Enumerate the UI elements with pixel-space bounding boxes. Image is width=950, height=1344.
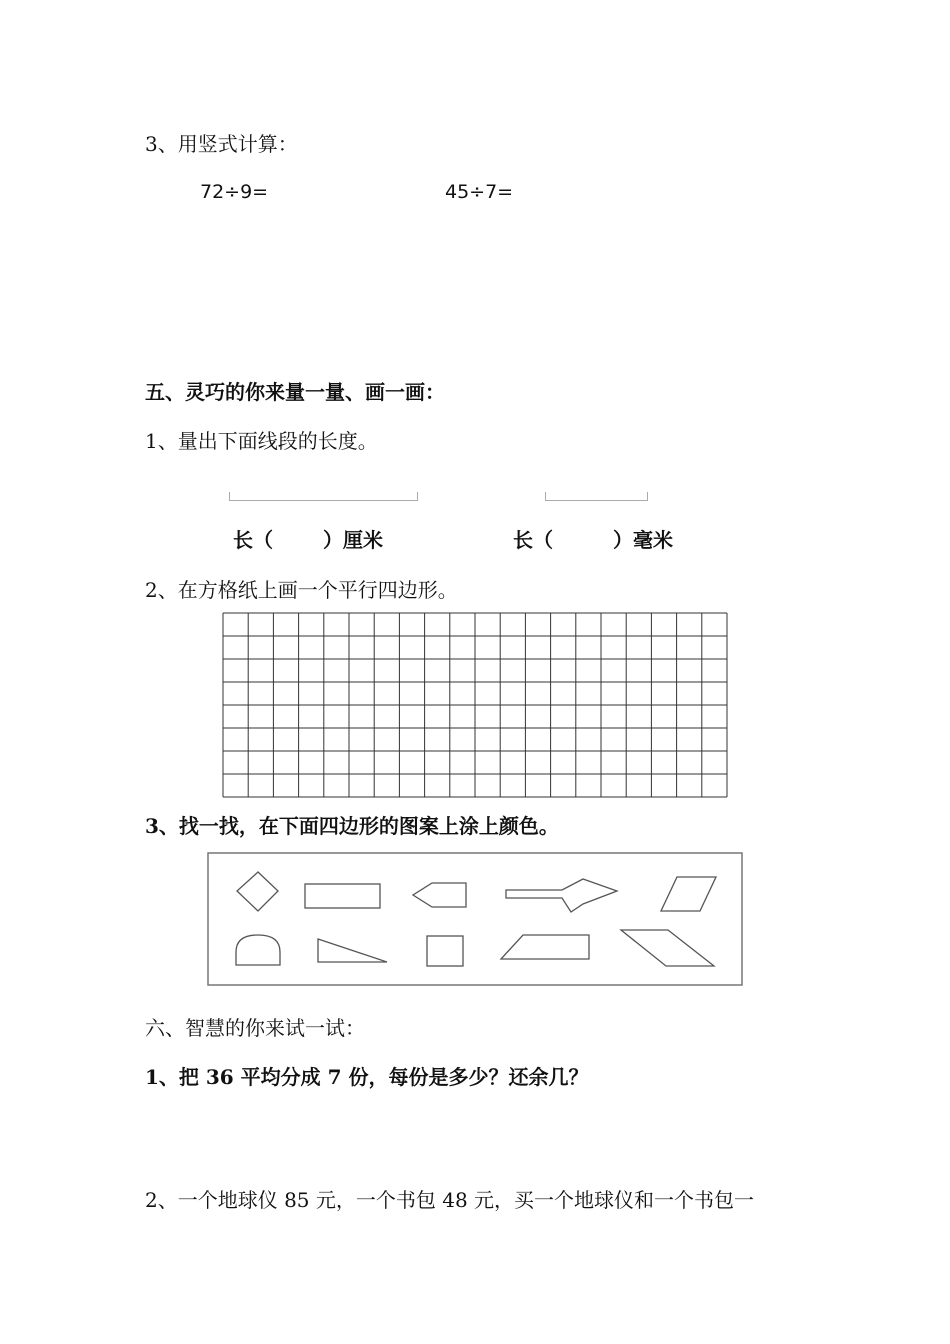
measure-segments-title: 1、量出下面线段的长度。 xyxy=(145,429,378,453)
division-expression-1: 72÷9= xyxy=(200,181,269,203)
right-triangle-shape[interactable] xyxy=(318,939,387,962)
arrow-shape[interactable] xyxy=(506,879,617,912)
answer-cm-prefix: 长（ xyxy=(233,528,273,552)
rectangle-shape[interactable] xyxy=(305,884,380,908)
draw-parallelogram-title: 2、在方格纸上画一个平行四边形。 xyxy=(145,578,458,602)
line-segment-1 xyxy=(229,492,418,501)
parallelogram-shape[interactable] xyxy=(661,877,716,911)
rhombus-shape[interactable] xyxy=(237,872,278,911)
pentagon-arrow-shape[interactable] xyxy=(413,883,466,907)
shapes-frame xyxy=(208,853,742,985)
vertical-calc-title: 3、用竖式计算： xyxy=(145,132,298,156)
section-5-heading: 五、灵巧的你来量一量、画一画： xyxy=(145,380,445,404)
problem-1-text: 1、把 36 平均分成 7 份，每份是多少？还余几？ xyxy=(145,1065,589,1089)
division-expression-2: 45÷7= xyxy=(445,181,514,203)
answer-mm-prefix: 长（ xyxy=(513,528,553,552)
line-segment-2 xyxy=(545,492,648,501)
square-grid-paper[interactable] xyxy=(222,612,728,798)
answer-mm-suffix: ）毫米 xyxy=(613,528,673,552)
shapes-panel xyxy=(207,852,743,986)
slanted-parallelogram-shape[interactable] xyxy=(621,930,714,966)
trapezoid-shape[interactable] xyxy=(501,935,589,959)
color-quadrilaterals-title: 3、找一找，在下面四边形的图案上涂上颜色。 xyxy=(145,814,559,838)
problem-2-text: 2、一个地球仪 85 元，一个书包 48 元，买一个地球仪和一个书包一 xyxy=(145,1188,755,1212)
section-6-heading: 六、智慧的你来试一试： xyxy=(145,1016,365,1040)
square-shape[interactable] xyxy=(427,936,463,966)
semicircle-shape[interactable] xyxy=(236,935,280,965)
answer-cm-suffix: ）厘米 xyxy=(323,528,383,552)
